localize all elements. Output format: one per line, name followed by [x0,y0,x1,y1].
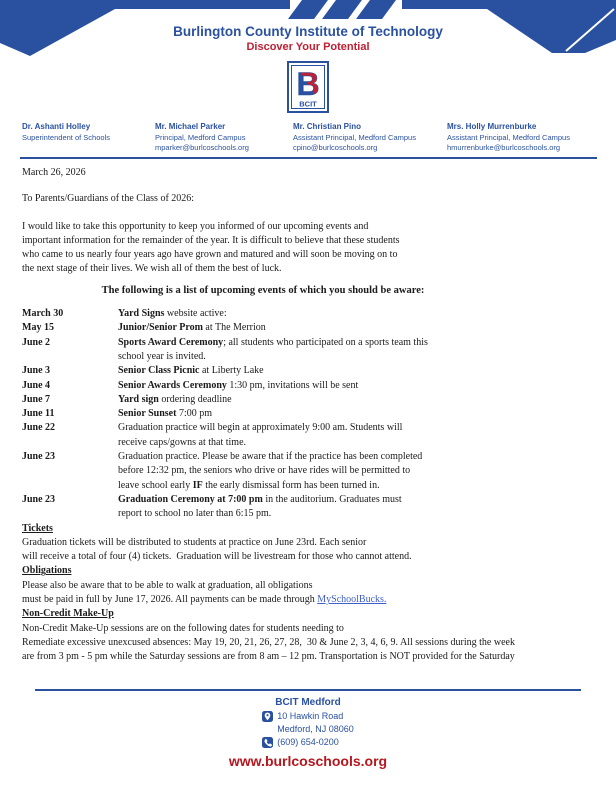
text-segment: Sports Award Ceremony [118,336,224,348]
event-line [118,436,602,450]
text-segment: Graduation practice will begin at approximately 9:00 am. Students will [118,422,403,434]
intro-line: who came to us nearly four years ago have grown and matured and will soon be moving on to [22,249,398,261]
section-heading: Obligations [22,565,72,577]
event-description [118,321,602,335]
section-heading: Tickets [22,522,53,534]
event-row [22,321,602,335]
info-sections [22,522,602,665]
staff-name: Dr. Ashanti Holley [22,122,91,131]
event-line [118,479,602,493]
staff-email: cpino@burlcoschools.org [293,143,378,152]
school-tagline: Discover Your Potential [246,41,370,53]
event-row [22,336,602,365]
event-line [118,421,602,435]
text-segment: Senior Sunset [118,408,177,420]
staff-title: Assistant Principal, Medford Campus [447,132,570,142]
text-segment: Please also be aware that to be able to walk at graduation, all obligations [22,579,313,591]
event-date: June 4 [22,379,51,391]
event-line [118,407,602,421]
section-line [22,650,602,664]
text-segment: in the auditorium. Graduates must [262,493,402,505]
event-line [118,336,602,350]
text-segment: Remediate excessive unexcused absences: May 19, 20, 21, 26, 27, 28, 30 & June 2, 3, 4, 6, 9. All sessions during the week [22,636,515,648]
text-segment: 1:30 pm, invitations will be sent [226,379,359,391]
staff-name: Mr. Christian Pino [293,122,362,131]
text-segment: Graduation Ceremony at 7:00 pm [118,493,263,505]
footer [0,697,616,753]
event-description [118,493,602,522]
text-segment: Senior Awards Ceremony [118,379,227,391]
intro-line: the next stage of their lives. We wish all of them the best of luck. [22,263,282,275]
intro-paragraph [22,220,602,277]
staff-title: Superintendent of Schools [22,132,110,142]
event-line [118,379,602,393]
text-segment: report to school no later than 6:15 pm. [118,508,272,520]
section-line [22,536,602,550]
address-indent-spacer [262,724,273,735]
section-heading: Non-Credit Make-Up [22,608,114,620]
event-description [118,379,602,393]
staff-member [155,122,293,154]
staff-email: mparker@burlcoschools.org [155,143,249,152]
event-row [22,379,602,393]
phone-line [262,736,354,749]
event-date: June 3 [22,365,51,377]
event-description [118,307,602,321]
staff-title: Assistant Principal, Medford Campus [293,132,416,142]
event-line [118,321,602,335]
staff-name: Mrs. Holly Murrenburke [447,122,537,131]
text-segment: Senior Class Picnic [118,365,200,377]
text-segment: Non-Credit Make-Up sessions are on the following dates for students needing to [22,622,344,634]
text-segment: must be paid in full by June 17, 2026. All payments can be made through [22,594,318,606]
event-date: June 11 [22,408,55,420]
event-date: June 23 [22,451,56,463]
text-segment: will receive a total of four (4) tickets. Graduation will be livestream for those who cannot attend. [22,551,412,563]
event-row [22,393,602,407]
location-pin-icon [262,711,273,722]
bcit-logo [287,61,329,113]
section-line [22,622,602,636]
staff-list [22,122,597,154]
svg-text:B: B [296,66,320,102]
event-date: June 22 [22,422,56,434]
text-segment: Graduation tickets will be distributed to students at practice on June 23rd. Each senior [22,536,367,548]
section-line [22,550,602,564]
section-line [22,636,602,650]
website-link[interactable]: www.burlcoschools.org [228,753,388,769]
salutation: To Parents/Guardians of the Class of 2026: [22,193,195,205]
event-line [118,364,602,378]
event-date: March 30 [22,308,64,320]
event-line [118,307,602,321]
text-segment: school year is invited. [118,350,206,362]
phone-icon [262,737,273,748]
text-segment: ordering deadline [158,393,232,405]
event-date: June 23 [22,493,56,505]
text-segment: Junior/Senior Prom [118,322,203,334]
city-state-zip: Medford, NJ 08060 [277,724,354,734]
event-line [118,393,602,407]
text-segment: at The Merrion [202,322,266,334]
street-address: 10 Hawkin Road [277,711,344,721]
event-date: June 2 [22,336,51,348]
phone-number: (609) 654-0200 [277,737,339,747]
event-row [22,450,602,493]
event-line [118,493,602,507]
event-row [22,364,602,378]
event-line [118,450,602,464]
myschoolbucks-link[interactable]: MySchoolBucks. [317,594,387,606]
letter-body [22,166,602,665]
address-line [262,710,354,723]
event-description [118,364,602,378]
address-line [262,723,354,736]
footer-divider [35,689,581,691]
section-line [22,579,602,593]
text-segment: IF [192,479,203,491]
text-segment: at Liberty Lake [199,365,264,377]
event-line [118,464,602,478]
event-description [118,421,602,450]
staff-member [22,122,155,154]
event-line [118,507,602,521]
text-segment: website active: [164,308,227,320]
events-list [22,307,602,521]
intro-line: I would like to take this opportunity to keep you informed of our upcoming events and [22,220,369,232]
svg-text:BCIT: BCIT [299,99,317,109]
text-segment: Yard sign [118,393,159,405]
text-segment: before 12:32 pm, the seniors who drive or have rides will be permitted to [118,465,411,477]
event-date: May 15 [22,322,54,334]
staff-name: Mr. Michael Parker [155,122,226,131]
staff-title: Principal, Medford Campus [155,132,246,142]
text-segment: receive caps/gowns at that time. [118,436,247,448]
intro-line: important information for the remainder of the year. It is difficult to believe that these students [22,234,400,246]
event-row [22,307,602,321]
text-segment: leave school early [118,479,193,491]
event-date: June 7 [22,393,51,405]
text-segment: the early dismissal form has been turned in. [202,479,380,491]
text-segment: Yard Signs [118,308,165,320]
staff-member [447,122,597,154]
events-heading: The following is a list of upcoming events of which you should be aware: [101,284,425,296]
event-description [118,450,602,493]
staff-email: hmurrenburke@burlcoschools.org [447,143,561,152]
text-segment: Graduation practice. Please be aware that if the practice has been completed [118,451,423,463]
event-row [22,493,602,522]
event-line [118,350,602,364]
event-description [118,336,602,365]
footer-address-block [262,710,354,749]
event-description [118,393,602,407]
section-line [22,593,602,607]
event-description [118,407,602,421]
staff-member [293,122,447,154]
school-name: Burlington County Institute of Technology [173,24,443,39]
footer-campus-name: BCIT Medford [275,697,341,708]
event-row [22,407,602,421]
text-segment: ; all students who participated on a sports team this [223,336,428,348]
letter-date: March 26, 2026 [22,167,86,178]
text-segment: 7:00 pm [176,408,213,420]
text-segment: are from 3 pm - 5 pm while the Saturday sessions are from 8 am – 12 pm. Transportation is NOT provided for the Saturday [22,651,515,663]
header-divider [20,157,597,159]
event-row [22,421,602,450]
